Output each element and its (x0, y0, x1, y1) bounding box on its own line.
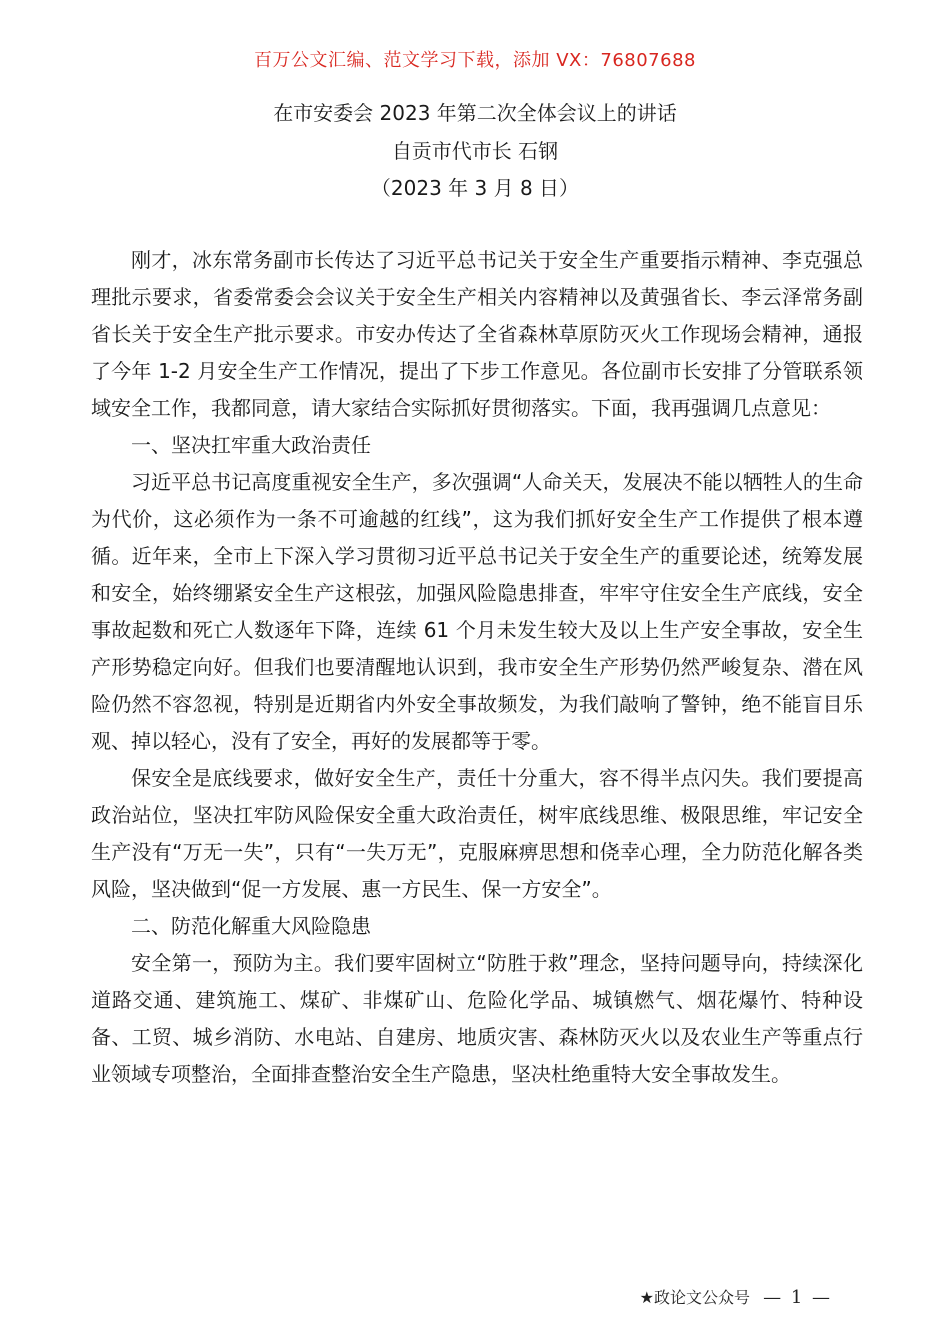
section-heading: 一、坚决扛牢重大政治责任 (131, 433, 371, 457)
footer-source: ★政论文公众号 (639, 1288, 750, 1307)
paragraph: 刚才，冰东常务副市长传达了习近平总书记关于安全生产重要指示精神、李克强总理批示要求，省委常委会会议关于安全生产相关内容精神以及黄强省长、李云泽常务副省长关于安全生产批示要求。市安办传达了全省森林草原防灭火工作现场会精神，通报了今年 1-2 月安全生产工作情况，提出了下步工作意见。各位副市长安排了分管联系领域安全工作，我都同意，请大家结合实际抓好贯彻落实。下面，我再强调几点意见： (91, 248, 863, 420)
speaker-line: 自贡市代市长 石钢 (391, 139, 559, 163)
page-number: — 1 — (763, 1287, 832, 1308)
date-line: （2023 年 3 月 8 日） (370, 176, 580, 200)
document-title: 在市安委会 2023 年第二次全体会议上的讲话 (273, 101, 677, 125)
paragraph: 习近平总书记高度重视安全生产，多次强调“人命关天，发展决不能以牺牲人的生命为代价，这必须作为一条不可逾越的红线”，这为我们抓好安全生产工作提供了根本遵循。近年来，全市上下深入学习贯彻习近平总书记关于安全生产的重要论述，统筹发展和安全，始终绷紧安全生产这根弦，加强风险隐患排查，牢牢守住安全生产底线，安全事故起数和死亡人数逐年下降，连续 61 个月未发生较大及以上生产安全事故，安全生产形势稳定向好。但我们也要清醒地认识到，我市安全生产形势仍然严峻复杂、潜在风险仍然不容忽视，特别是近期省内外安全事故频发，为我们敲响了警钟，绝不能盲目乐观、掉以轻心，没有了安全，再好的发展都等于零。 (91, 470, 863, 753)
section-heading: 二、防范化解重大风险隐患 (131, 914, 371, 938)
page-footer (640, 1285, 832, 1308)
promo-banner: 百万公文汇编、范文学习下载，添加 VX：76807688 (254, 50, 696, 71)
document-body (91, 242, 863, 1093)
paragraph: 保安全是底线要求，做好安全生产，责任十分重大，容不得半点闪失。我们要提高政治站位，坚决扛牢防风险保安全重大政治责任，树牢底线思维、极限思维，牢记安全生产没有“万无一失”，只有“一失万无”，克服麻痹思想和侥幸心理，全力防范化解各类风险，坚决做到“促一方发展、惠一方民生、保一方安全”。 (91, 766, 863, 901)
paragraph: 安全第一，预防为主。我们要牢固树立“防胜于救”理念，坚持问题导向，持续深化道路交通、建筑施工、煤矿、非煤矿山、危险化学品、城镇燃气、烟花爆竹、特种设备、工贸、城乡消防、水电站、自建房、地质灾害、森林防灭火以及农业生产等重点行业领域专项整治，全面排查整治安全生产隐患，坚决杜绝重特大安全事故发生。 (91, 951, 863, 1086)
